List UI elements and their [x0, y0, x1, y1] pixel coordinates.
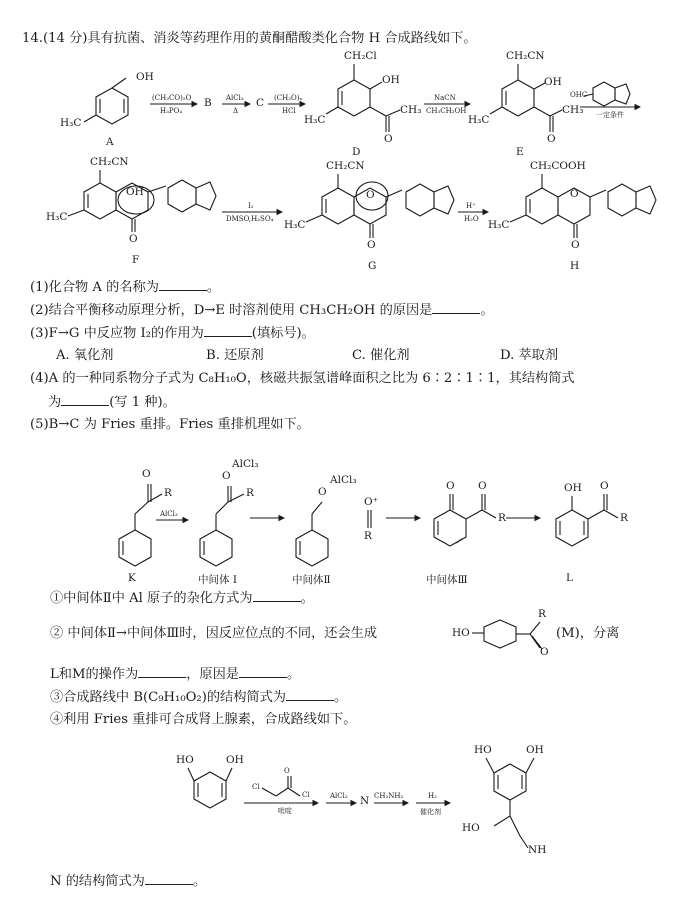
- label-intermediate-3: 中间体Ⅲ: [426, 574, 468, 586]
- acylium-O-label: O⁺: [364, 496, 379, 508]
- label-F: F: [132, 254, 140, 266]
- label-H: H: [570, 260, 580, 272]
- int3-O2-label: O: [478, 480, 487, 492]
- mech-reagent-AlCl3: AlCl₃: [160, 510, 178, 518]
- intermediate-1: [200, 486, 244, 566]
- F-O-label: O: [129, 233, 138, 245]
- H-CH2COOH-label: CH₂COOH: [530, 160, 586, 172]
- int3-O-label: O: [446, 480, 455, 492]
- int2-O-label: O: [318, 486, 327, 498]
- E-O-label: O: [547, 133, 556, 145]
- subquestion-1: ①中间体Ⅱ中 Al 原子的杂化方式为 。: [50, 591, 314, 606]
- reagent4-top: NaCN: [434, 94, 456, 102]
- molecule-M: [472, 620, 542, 649]
- chloroacetyl-chloride: [262, 776, 300, 796]
- molecule-H: [510, 174, 656, 238]
- molecule-L: [556, 494, 618, 546]
- piperonal-reagent: [584, 82, 630, 106]
- reagent1-bottom: H₃PO₄: [160, 107, 183, 115]
- G-O-ring-label: O: [366, 189, 375, 201]
- option-C[interactable]: C. 催化剂: [352, 348, 410, 363]
- question-4-line2: 为 (写 1 种)。: [48, 395, 176, 410]
- L-O-label: O: [600, 480, 609, 492]
- label-intermediate-1: 中间体 I: [198, 574, 237, 586]
- L-R-label: R: [620, 512, 628, 524]
- A-H3C-label: H₃C: [60, 117, 82, 129]
- option-B[interactable]: B. 还原剂: [206, 348, 264, 363]
- label-N: N: [360, 795, 370, 807]
- reagent6-top: I₂: [248, 202, 254, 210]
- subquestion-2-line1: ② 中间体Ⅱ→中间体Ⅲ时，因反应位点的不同，还会生成: [50, 626, 378, 641]
- M-O-label: O: [540, 646, 549, 658]
- reagent1-top: (CH₃CO)₂O: [152, 94, 192, 102]
- int2-AlCl3-label: AlCl₃: [330, 474, 357, 486]
- product-OH-label: OH: [526, 744, 544, 756]
- M-R-label: R: [538, 608, 546, 620]
- piperonal-OHC-label: OHC: [570, 91, 588, 99]
- label-L: L: [566, 572, 573, 584]
- answer-blank-N[interactable]: [145, 872, 193, 885]
- label-B: B: [204, 97, 212, 109]
- int1-AlCl3-label: AlCl₃: [232, 458, 259, 470]
- int1-R-label: R: [246, 487, 254, 499]
- option-D[interactable]: D. 萃取剂: [500, 348, 559, 363]
- D-CH2Cl-label: CH₂Cl: [344, 50, 377, 62]
- subquestion-2-M-label: (M)，分离: [556, 626, 620, 641]
- question-intro: 具有抗菌、消炎等药理作用的黄酮醋酸类化合物 H 合成路线如下。: [87, 31, 477, 46]
- label-A: A: [106, 136, 114, 148]
- label-C: C: [256, 97, 265, 109]
- molecule-K: [119, 484, 162, 566]
- G-O-label: O: [367, 239, 376, 251]
- reagent7-top: H⁺: [466, 202, 476, 210]
- H-O-ring-label: O: [570, 188, 579, 200]
- reagent7-bottom: H₂O: [464, 215, 479, 223]
- molecule-G: [306, 174, 454, 238]
- adrenaline-product: [486, 758, 534, 848]
- answer-blank-s2a[interactable]: [138, 665, 186, 678]
- scheme2-reagent3-top: CH₃NH₂: [374, 792, 404, 800]
- G-H3C-label: H₃C: [284, 219, 306, 231]
- reagent-O: O: [284, 767, 290, 775]
- label-G: G: [368, 260, 377, 272]
- subquestion-4: ④利用 Fries 重排可合成肾上腺素，合成路线如下。: [50, 712, 357, 727]
- question-N: N 的结构简式为 。: [50, 874, 207, 889]
- scheme2-reagent4-top: H₂: [428, 792, 437, 800]
- label-D: D: [352, 146, 361, 158]
- H-H3C-label: H₃C: [488, 219, 510, 231]
- E-OH-label: OH: [544, 76, 562, 88]
- label-intermediate-2: 中间体Ⅱ: [292, 574, 331, 586]
- label-K: K: [128, 572, 136, 584]
- K-O-label: O: [142, 468, 151, 480]
- int3-R-label: R: [498, 512, 506, 524]
- catechol-HO-label: HO: [176, 754, 194, 766]
- reagent2-top: AlCl₃: [226, 94, 244, 102]
- D-O-label: O: [384, 133, 393, 145]
- reagent6-bottom: DMSO,H₂SO₄: [226, 215, 274, 223]
- molecule-E: [490, 64, 562, 132]
- label-E: E: [516, 146, 524, 158]
- answer-blank-s1[interactable]: [253, 589, 301, 602]
- answer-blank-s2b[interactable]: [239, 665, 287, 678]
- reagent3-bottom: HCl: [282, 107, 296, 115]
- A-OH-label: OH: [136, 71, 154, 83]
- K-R-label: R: [164, 487, 172, 499]
- subquestion-3: ③合成路线中 B(C₉H₁₀O₂)的结构简式为 。: [50, 690, 348, 705]
- question-number: 14.: [22, 31, 43, 46]
- scheme2-reagent2-top: AlCl₃: [330, 792, 348, 800]
- product-HO2-label: HO: [462, 822, 480, 834]
- molecule-A: [84, 78, 128, 124]
- M-HO-label: HO: [452, 627, 470, 639]
- E-CH3-label: CH₃: [562, 104, 584, 116]
- D-H3C-label: H₃C: [304, 114, 326, 126]
- acylium-R-label: R: [364, 530, 372, 542]
- answer-blank-q3[interactable]: [204, 324, 252, 337]
- reagent5-bottom: 一定条件: [596, 111, 624, 119]
- F-OH-label: OH: [126, 186, 144, 198]
- answer-blank-q1[interactable]: [159, 278, 207, 291]
- product-HO-label: HO: [474, 744, 492, 756]
- subquestion-2-line2: L和M的操作为 ，原因是 。: [50, 667, 301, 682]
- E-H3C-label: H₃C: [468, 114, 490, 126]
- int1-O-label: O: [222, 470, 231, 482]
- D-OH-label: OH: [382, 74, 400, 86]
- question-3: (3)F→G 中反应物 I₂的作用为 (填标号)。: [30, 326, 315, 341]
- product-NH-label: NH: [528, 844, 547, 856]
- reagent2-bottom: Δ: [233, 107, 239, 115]
- G-CH2CN-label: CH₂CN: [326, 160, 365, 172]
- molecule-F: [68, 170, 216, 232]
- D-CH3-label: CH₃: [400, 104, 422, 116]
- question-5: (5)B→C 为 Fries 重排。Fries 重排机理如下。: [30, 417, 310, 432]
- H-O-label: O: [571, 239, 580, 251]
- scheme2-reagent1-bottom: 吡啶: [278, 807, 292, 815]
- option-A[interactable]: A. 氧化剂: [56, 348, 114, 363]
- L-OH-label: OH: [564, 482, 582, 494]
- question-2: (2)结合平衡移动原理分析，D→E 时溶剂使用 CH₃CH₂OH 的原因是 。: [30, 303, 494, 318]
- reagent4-bottom: CH₃CH₂OH: [426, 107, 467, 115]
- answer-blank-s3[interactable]: [286, 688, 334, 701]
- reagent3-top: (CH₂O)ₙ: [274, 94, 303, 102]
- F-CH2CN-label: CH₂CN: [90, 156, 129, 168]
- answer-blank-q4[interactable]: [61, 393, 109, 406]
- catechol-OH-label: OH: [226, 754, 244, 766]
- intermediate-2: [296, 502, 371, 566]
- E-CH2CN-label: CH₂CN: [506, 50, 545, 62]
- intermediate-3: [434, 494, 496, 546]
- F-H3C-label: H₃C: [46, 211, 68, 223]
- scheme2-reagent4-bottom: 催化剂: [420, 808, 441, 816]
- reagent-Cl-2: Cl: [302, 791, 310, 799]
- catechol: [188, 768, 232, 808]
- question-1: (1)化合物 A 的名称为 。: [30, 280, 221, 295]
- question-score: (14 分): [42, 31, 88, 46]
- answer-blank-q2[interactable]: [432, 301, 480, 314]
- question-4-line1: (4)A 的一种同系物分子式为 C₈H₁₀O，核磁共振氢谱峰面积之比为 6∶2∶1∶1，其结构简式: [30, 371, 575, 386]
- reagent-Cl-1: Cl: [252, 783, 260, 791]
